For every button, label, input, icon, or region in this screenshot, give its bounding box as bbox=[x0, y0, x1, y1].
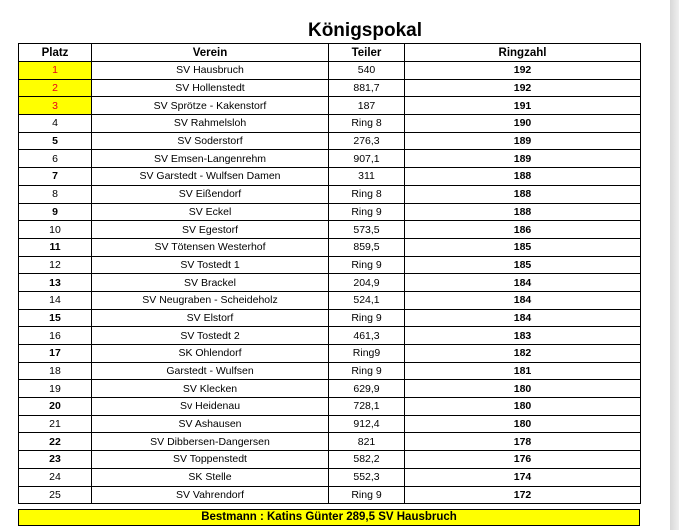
rank-cell: 3 bbox=[19, 97, 92, 115]
table-row bbox=[19, 380, 641, 398]
club-cell: SV Vahrendorf bbox=[92, 486, 329, 504]
ringzahl-cell: 172 bbox=[405, 486, 641, 504]
rank-cell: 12 bbox=[19, 256, 92, 274]
rank-cell: 5 bbox=[19, 132, 92, 150]
club-cell: SV Eckel bbox=[92, 203, 329, 221]
table-header-row bbox=[19, 44, 641, 62]
ringzahl-cell: 186 bbox=[405, 221, 641, 239]
column-header-ringzahl: Ringzahl bbox=[405, 44, 641, 62]
rank-cell: 8 bbox=[19, 185, 92, 203]
teiler-cell: 573,5 bbox=[329, 221, 405, 239]
table-row bbox=[19, 168, 641, 186]
teiler-cell: 821 bbox=[329, 433, 405, 451]
rank-cell: 10 bbox=[19, 221, 92, 239]
teiler-cell: Ring 8 bbox=[329, 115, 405, 133]
teiler-cell: 540 bbox=[329, 62, 405, 80]
table-row bbox=[19, 221, 641, 239]
table-row bbox=[19, 398, 641, 416]
club-cell: SV Egestorf bbox=[92, 221, 329, 239]
teiler-cell: 552,3 bbox=[329, 468, 405, 486]
table-row bbox=[19, 327, 641, 345]
ringzahl-cell: 188 bbox=[405, 185, 641, 203]
document-title: Königspokal bbox=[307, 20, 422, 41]
teiler-cell: Ring 9 bbox=[329, 486, 405, 504]
rank-cell: 1 bbox=[19, 62, 92, 80]
rank-cell: 23 bbox=[19, 451, 92, 469]
club-cell: SV Brackel bbox=[92, 274, 329, 292]
ringzahl-cell: 180 bbox=[405, 415, 641, 433]
ringzahl-cell: 180 bbox=[405, 380, 641, 398]
teiler-cell: 187 bbox=[329, 97, 405, 115]
teiler-cell: Ring 9 bbox=[329, 203, 405, 221]
club-cell: SV Soderstorf bbox=[92, 132, 329, 150]
ringzahl-cell: 185 bbox=[405, 256, 641, 274]
club-cell: SV Emsen-Langenrehm bbox=[92, 150, 329, 168]
ringzahl-cell: 189 bbox=[405, 150, 641, 168]
rank-cell: 17 bbox=[19, 345, 92, 363]
table-row bbox=[19, 150, 641, 168]
table-row bbox=[19, 132, 641, 150]
teiler-cell: Ring 9 bbox=[329, 362, 405, 380]
rank-cell: 25 bbox=[19, 486, 92, 504]
teiler-cell: 311 bbox=[329, 168, 405, 186]
ringzahl-cell: 184 bbox=[405, 309, 641, 327]
results-table bbox=[18, 43, 641, 504]
ringzahl-cell: 181 bbox=[405, 362, 641, 380]
ringzahl-cell: 191 bbox=[405, 97, 641, 115]
teiler-cell: 728,1 bbox=[329, 398, 405, 416]
table-row bbox=[19, 362, 641, 380]
teiler-cell: 629,9 bbox=[329, 380, 405, 398]
table-row bbox=[19, 256, 641, 274]
column-header-teiler: Teiler bbox=[329, 44, 405, 62]
club-cell: SV Elstorf bbox=[92, 309, 329, 327]
ringzahl-cell: 184 bbox=[405, 291, 641, 309]
teiler-cell: 881,7 bbox=[329, 79, 405, 97]
table-row bbox=[19, 468, 641, 486]
club-cell: SV Klecken bbox=[92, 380, 329, 398]
rank-cell: 22 bbox=[19, 433, 92, 451]
teiler-cell: 461,3 bbox=[329, 327, 405, 345]
teiler-cell: 524,1 bbox=[329, 291, 405, 309]
club-cell: SV Hollenstedt bbox=[92, 79, 329, 97]
teiler-cell: Ring 9 bbox=[329, 309, 405, 327]
table-row bbox=[19, 433, 641, 451]
table-row bbox=[19, 274, 641, 292]
ringzahl-cell: 185 bbox=[405, 238, 641, 256]
club-cell: SV Sprötze - Kakenstorf bbox=[92, 97, 329, 115]
teiler-cell: Ring9 bbox=[329, 345, 405, 363]
table-row bbox=[19, 309, 641, 327]
teiler-cell: Ring 9 bbox=[329, 256, 405, 274]
teiler-cell: Ring 8 bbox=[329, 185, 405, 203]
teiler-cell: 582,2 bbox=[329, 451, 405, 469]
club-cell: SK Ohlendorf bbox=[92, 345, 329, 363]
club-cell: SV Rahmelsloh bbox=[92, 115, 329, 133]
rank-cell: 21 bbox=[19, 415, 92, 433]
table-row bbox=[19, 486, 641, 504]
ringzahl-cell: 183 bbox=[405, 327, 641, 345]
column-header-platz: Platz bbox=[19, 44, 92, 62]
club-cell: Garstedt - Wulfsen bbox=[92, 362, 329, 380]
rank-cell: 15 bbox=[19, 309, 92, 327]
table-row bbox=[19, 451, 641, 469]
table-row bbox=[19, 62, 641, 80]
table-row bbox=[19, 291, 641, 309]
best-shooter-banner: Bestmann : Katins Günter 289,5 SV Hausbruch bbox=[18, 509, 640, 526]
ringzahl-cell: 192 bbox=[405, 62, 641, 80]
table-row bbox=[19, 203, 641, 221]
rank-cell: 14 bbox=[19, 291, 92, 309]
rank-cell: 6 bbox=[19, 150, 92, 168]
teiler-cell: 912,4 bbox=[329, 415, 405, 433]
ringzahl-cell: 176 bbox=[405, 451, 641, 469]
club-cell: SV Eißendorf bbox=[92, 185, 329, 203]
club-cell: SV Neugraben - Scheideholz bbox=[92, 291, 329, 309]
ringzahl-cell: 184 bbox=[405, 274, 641, 292]
column-header-verein: Verein bbox=[92, 44, 329, 62]
rank-cell: 9 bbox=[19, 203, 92, 221]
rank-cell: 2 bbox=[19, 79, 92, 97]
club-cell: SV Garstedt - Wulfsen Damen bbox=[92, 168, 329, 186]
rank-cell: 4 bbox=[19, 115, 92, 133]
teiler-cell: 204,9 bbox=[329, 274, 405, 292]
club-cell: SK Stelle bbox=[92, 468, 329, 486]
club-cell: SV Toppenstedt bbox=[92, 451, 329, 469]
ringzahl-cell: 180 bbox=[405, 398, 641, 416]
rank-cell: 18 bbox=[19, 362, 92, 380]
club-cell: SV Hausbruch bbox=[92, 62, 329, 80]
rank-cell: 7 bbox=[19, 168, 92, 186]
club-cell: SV Ashausen bbox=[92, 415, 329, 433]
rank-cell: 13 bbox=[19, 274, 92, 292]
ringzahl-cell: 174 bbox=[405, 468, 641, 486]
ringzahl-cell: 182 bbox=[405, 345, 641, 363]
club-cell: SV Tötensen Westerhof bbox=[92, 238, 329, 256]
club-cell: SV Dibbersen-Dangersen bbox=[92, 433, 329, 451]
ringzahl-cell: 190 bbox=[405, 115, 641, 133]
teiler-cell: 859,5 bbox=[329, 238, 405, 256]
table-row bbox=[19, 115, 641, 133]
page-edge-shadow bbox=[670, 0, 679, 530]
ringzahl-cell: 189 bbox=[405, 132, 641, 150]
teiler-cell: 907,1 bbox=[329, 150, 405, 168]
table-row bbox=[19, 345, 641, 363]
ringzahl-cell: 188 bbox=[405, 203, 641, 221]
rank-cell: 20 bbox=[19, 398, 92, 416]
club-cell: SV Tostedt 2 bbox=[92, 327, 329, 345]
table-row bbox=[19, 415, 641, 433]
club-cell: Sv Heidenau bbox=[92, 398, 329, 416]
table-row bbox=[19, 238, 641, 256]
table-row bbox=[19, 79, 641, 97]
club-cell: SV Tostedt 1 bbox=[92, 256, 329, 274]
rank-cell: 11 bbox=[19, 238, 92, 256]
rank-cell: 24 bbox=[19, 468, 92, 486]
table-row bbox=[19, 97, 641, 115]
table-row bbox=[19, 185, 641, 203]
ringzahl-cell: 192 bbox=[405, 79, 641, 97]
rank-cell: 16 bbox=[19, 327, 92, 345]
teiler-cell: 276,3 bbox=[329, 132, 405, 150]
rank-cell: 19 bbox=[19, 380, 92, 398]
ringzahl-cell: 178 bbox=[405, 433, 641, 451]
ringzahl-cell: 188 bbox=[405, 168, 641, 186]
